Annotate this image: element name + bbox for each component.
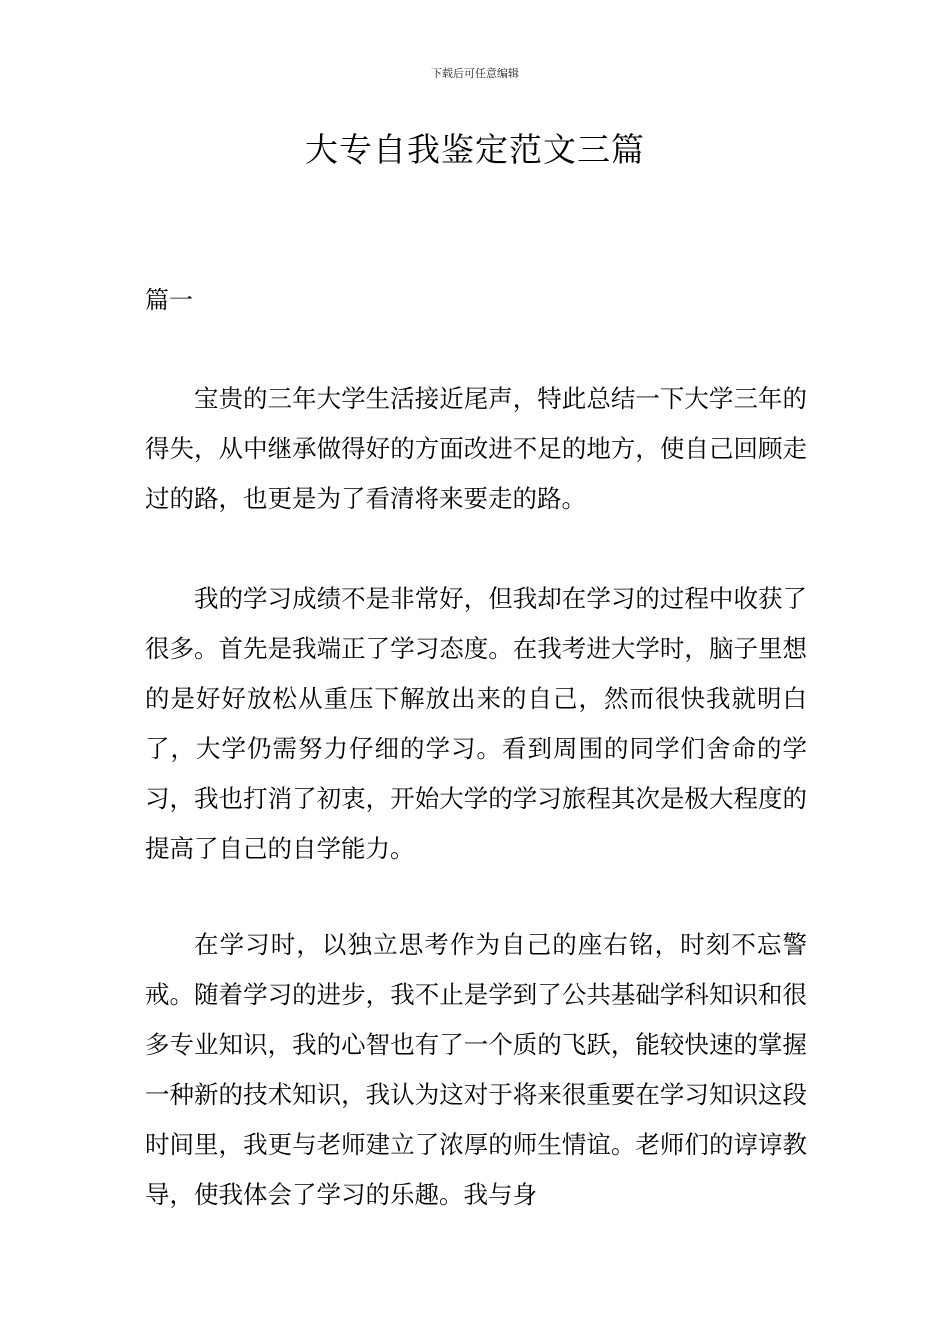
paragraph-3: 在学习时，以独立思考作为自己的座右铭，时刻不忘警戒。随着学习的进步，我不止是学到了公共基础学科知识和很多专业知识，我的心智也有了一个质的飞跃，能较快速的掌握一种新的技术知识，我认为这对于将来很重要在学习知识这段时间里，我更与老师建立了浓厚的师生情谊。老师们的谆谆教导，使我体会了学习的乐趣。我与身 (145, 930, 807, 1209)
paragraph-2: 我的学习成绩不是非常好，但我却在学习的过程中收获了很多。首先是我端正了学习态度。在我考进大学时，脑子里想的是好好放松从重压下解放出来的自己，然而很快我就明白了，大学仍需努力仔细的学习。看到周围的同学们舍命的学习，我也打消了初衷，开始大学的学习旅程其次是极大程度的提高了自己的自学能力。 (145, 584, 807, 863)
header-note: 下载后可任意编辑 (431, 67, 519, 80)
document-title: 大专自我鉴定范文三篇 (305, 130, 645, 169)
paragraph-1: 宝贵的三年大学生活接近尾声，特此总结一下大学三年的得失，从中继承做得好的方面改进不足的地方，使自己回顾走过的路，也更是为了看清将来要走的路。 (145, 384, 807, 513)
section-heading: 篇一 (145, 286, 193, 314)
